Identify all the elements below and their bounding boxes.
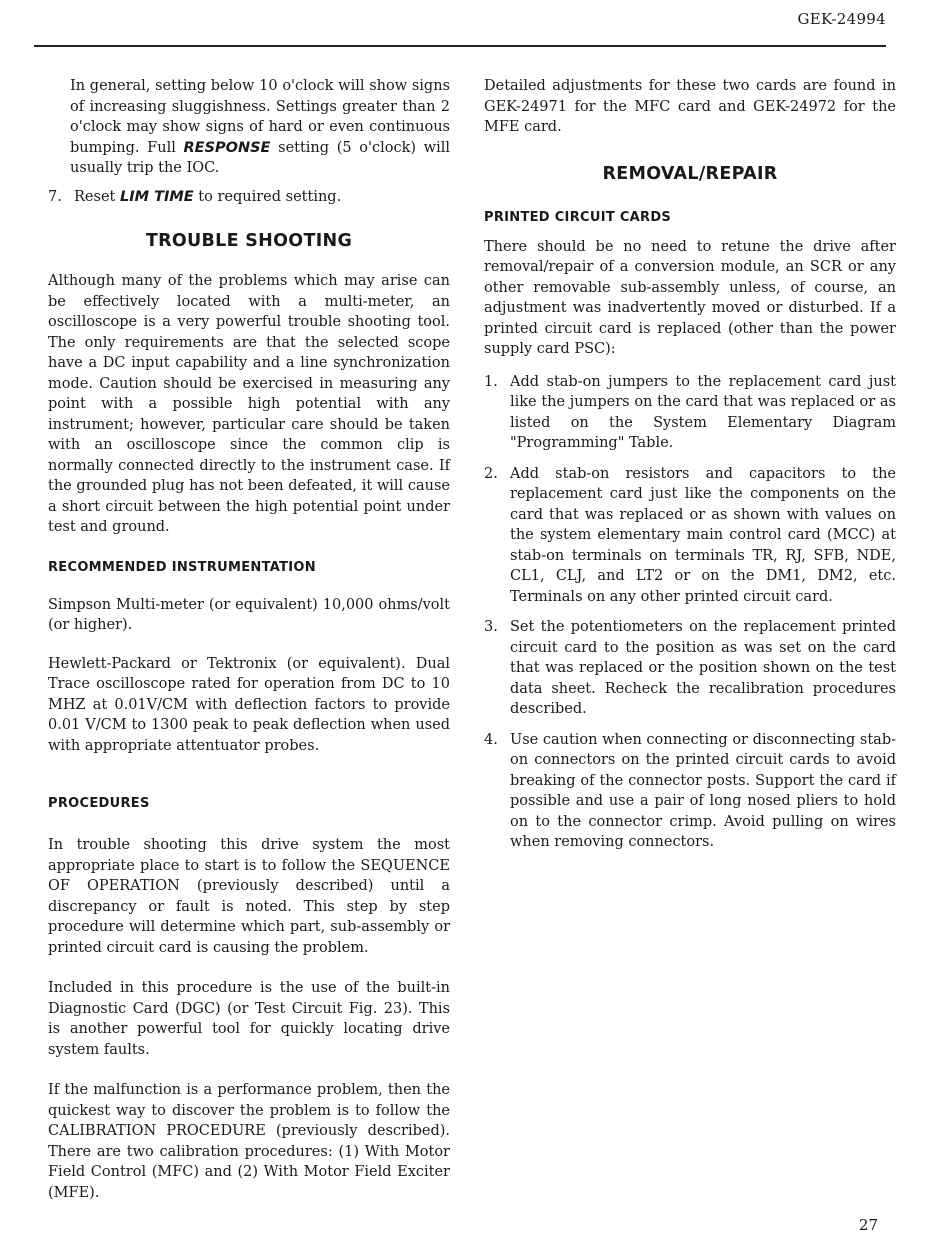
- list-item-text: Use caution when connecting or disconnecting stab-on connectors on the printed circuit cards to avoid breaking of the connector posts. Support the card if possible and use a pair of long nosed pliers to hold on to the connector crimp. Avoid pulling on wires when removing connectors.: [510, 731, 896, 850]
- intro-text-post: setting (5 o'clock) will usually trip the IOC.: [70, 139, 450, 176]
- instrumentation-heading: RECOMMENDED INSTRUMENTATION: [48, 559, 316, 575]
- oscilloscope-paragraph: Hewlett-Packard or Tektronix (or equivalent). Dual Trace oscilloscope rated for operation from DC to 10 MHZ at 0.01V/CM with deflection factors to provide 0.01 V/CM to 1300 peak to peak deflection when used with appropriate attentuator probes.: [48, 655, 450, 754]
- response-setting-label: RESPONSE: [183, 139, 271, 156]
- procedures-paragraph-3: If the malfunction is a performance problem, then the quickest way to discover the problem is to follow the CALIBRATION PROCEDURE (previously described). There are two calibration procedures: (1) With Motor Field Control (MFC) and (2) With Motor Field Exciter (MFE).: [48, 1082, 450, 1201]
- list-item: [484, 464, 896, 608]
- list-item-number: 3.: [484, 619, 498, 635]
- list-item-text: Set the potentiometers on the replacement printed circuit card to the position as was set on the card that was replaced or the position shown on the test data sheet. Recheck the recalibration procedures described.: [510, 619, 896, 717]
- printed-circuit-cards-heading: PRINTED CIRCUIT CARDS: [484, 209, 672, 225]
- trouble-shooting-paragraph: Although many of the problems which may arise can be effectively located with a multi-meter, an oscilloscope is a very powerful trouble shooting tool. The only requirements are that the selected scope have a DC input capability and a line synchronization mode. Caution should be exercised in measuring any point with a possible high potential with any instrument; however, particular care should be taken with an oscilloscope since the common clip is normally connected directly to the instrument case. If the grounded plug has not been defeated, it will cause a short circuit between the high potential point under test and ground.: [48, 273, 450, 535]
- lim-time-label: LIM TIME: [119, 188, 194, 205]
- step-7-text-post: to required setting.: [193, 188, 342, 205]
- step-7-text-pre: Reset: [74, 188, 120, 205]
- page-number: 27: [858, 1216, 878, 1234]
- header-rule: [34, 45, 886, 47]
- list-item: [484, 617, 896, 720]
- document-id: GEK-24994: [797, 10, 886, 28]
- printed-circuit-cards-paragraph: There should be no need to retune the drive after removal/repair of a conversion module, an SCR or any other removable sub-assembly unless, of course, an adjustment was inadvertently moved or disturbed. If a printed circuit card is replaced (other than the power supply card PSC):: [484, 238, 896, 357]
- right-column: [484, 76, 896, 853]
- intro-paragraph: [70, 76, 450, 179]
- list-item-number: 2.: [484, 465, 498, 482]
- list-item-number: 4.: [484, 731, 498, 748]
- intro-text-pre: In general, setting below 10 o'clock will show signs of increasing sluggishness. Settings greater than 2 o'clock may show signs of hard or even continuous bumping. Full: [70, 78, 450, 156]
- procedures-heading: PROCEDURES: [48, 796, 150, 811]
- detailed-adjustments-paragraph: Detailed adjustments for these two cards are found in GEK-24971 for the MFC card and GEK-24972 for the MFE card.: [484, 78, 896, 135]
- list-item: [484, 372, 896, 454]
- removal-repair-heading: REMOVAL/REPAIR: [602, 163, 778, 184]
- procedures-paragraph-1: In trouble shooting this drive system the most appropriate place to start is to follow the SEQUENCE OF OPERATION (previously described) until a discrepancy or fault is noted. This step by step procedure will determine which part, sub-assembly or printed circuit card is causing the problem.: [48, 837, 450, 956]
- list-item: [484, 730, 896, 853]
- multimeter-paragraph: Simpson Multi-meter (or equivalent) 10,000 ohms/volt (or higher).: [48, 596, 450, 633]
- list-item-text: Add stab-on jumpers to the replacement card just like the jumpers on the card that was replaced or as listed on the System Elementary Diagram "Programming" Table.: [510, 373, 896, 451]
- step-7: [48, 187, 450, 208]
- left-column: [48, 76, 450, 1203]
- list-item-text: Add stab-on resistors and capacitors to the replacement card just like the components on the card that was replaced or as shown with values on the system elementary main control card (MCC) at stab-on terminals on terminals TR, RJ, SFB, NDE, CL1, CLJ, and LT2 or on the DM1, DM2, etc. Terminals on any other printed circuit card.: [510, 465, 896, 605]
- list-item-number: 1.: [484, 373, 498, 390]
- procedures-paragraph-2: Included in this procedure is the use of the built-in Diagnostic Card (DGC) (or Test Circuit Fig. 23). This is another powerful tool for quickly locating drive system faults.: [48, 980, 450, 1058]
- step-7-number: 7.: [48, 188, 62, 205]
- trouble-shooting-heading: TROUBLE SHOOTING: [145, 231, 353, 251]
